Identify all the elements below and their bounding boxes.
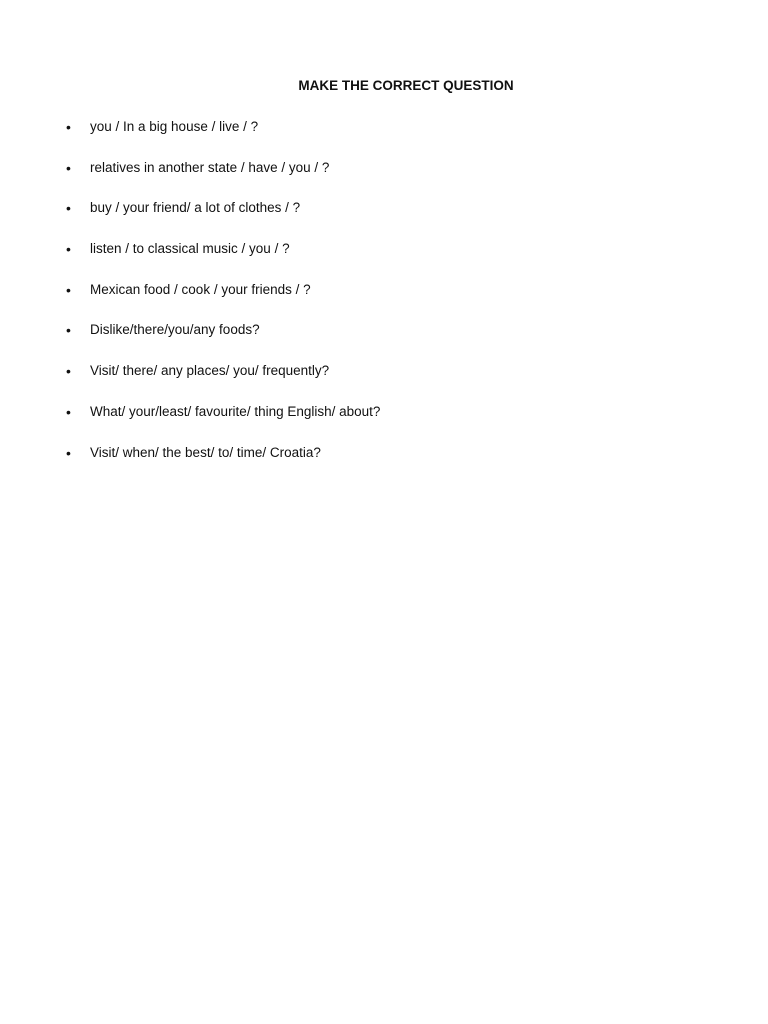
list-item-text: buy / your friend/ a lot of clothes / ? — [90, 200, 301, 216]
bullet-icon: • — [66, 281, 71, 298]
bullet-icon: • — [66, 119, 71, 135]
list-item-text: Dislike/there/you/any foods? — [90, 322, 260, 338]
bullet-icon: • — [66, 159, 71, 176]
bullet-icon: • — [66, 444, 71, 461]
list-item-text: Visit/ there/ any places/ you/ frequently? — [90, 363, 330, 379]
list-item-text: relatives in another state / have / you / ? — [90, 159, 330, 175]
list-item-text: listen / to classical music / you / ? — [90, 241, 290, 257]
bullet-icon: • — [66, 200, 71, 217]
bullet-icon: • — [66, 241, 71, 258]
bullet-icon: • — [66, 403, 71, 420]
bullet-icon: • — [66, 363, 71, 380]
bullet-icon: • — [66, 322, 71, 339]
list-item-text: What/ your/least/ favourite/ thing English/ about? — [90, 403, 381, 419]
list-item-text: you / In a big house / live / ? — [90, 119, 259, 134]
list-item-text: Visit/ when/ the best/ to/ time/ Croatia? — [90, 444, 321, 460]
page-title: MAKE THE CORRECT QUESTION — [298, 78, 514, 93]
list-item-text: Mexican food / cook / your friends / ? — [90, 281, 311, 297]
